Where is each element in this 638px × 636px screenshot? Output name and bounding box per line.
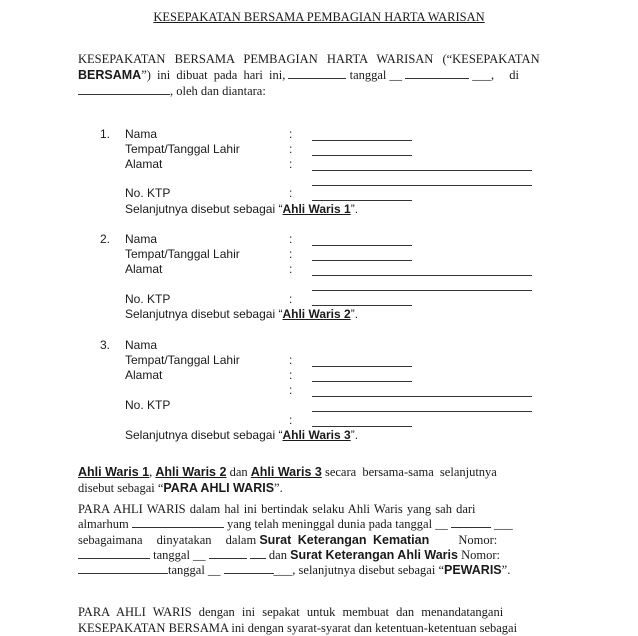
label-ktp: No. KTP bbox=[125, 186, 171, 200]
label-alamat: Alamat bbox=[125, 157, 163, 171]
pewaris-text-2: almarhum bbox=[78, 517, 129, 531]
intro-line-2 bbox=[78, 68, 562, 83]
alias-name: Ahli Waris 3 bbox=[282, 428, 351, 442]
closing-line-1 bbox=[78, 605, 562, 620]
closing-text-2: KESEPAKATAN BERSAMA ini dengan syarat-syarat dan ketentuan-ketentuan sebagai bbox=[78, 621, 518, 635]
party-alias-line bbox=[125, 307, 358, 321]
label-ktp: No. KTP bbox=[125, 292, 171, 306]
pewaris-text-3: yang telah meninggal dunia pada tanggal __ bbox=[226, 517, 448, 531]
alias-prefix: Selanjutnya disebut sebagai “ bbox=[125, 202, 283, 216]
para-text-3: ”. bbox=[274, 481, 283, 495]
pewaris-text-8: dan bbox=[268, 548, 287, 562]
alias-ref-3: Ahli Waris 3 bbox=[250, 465, 322, 479]
alias-ref-2: Ahli Waris 2 bbox=[155, 465, 227, 479]
para-text-1: secara bersama-sama selanjutnya bbox=[324, 465, 497, 479]
closing-line-2 bbox=[78, 621, 562, 636]
field-alamat-2[interactable] bbox=[312, 411, 532, 412]
intro-blank-place[interactable] bbox=[78, 84, 170, 95]
intro-text-4: ___, di bbox=[472, 68, 519, 82]
pewaris-line-4 bbox=[78, 548, 562, 563]
party-number: 1. bbox=[100, 127, 111, 141]
intro-blank-day[interactable] bbox=[288, 68, 346, 79]
field-alamat-2[interactable] bbox=[312, 290, 532, 291]
alias-suffix: ”. bbox=[350, 428, 359, 442]
field-ktp[interactable] bbox=[312, 426, 412, 427]
field-alamat-2[interactable] bbox=[312, 185, 532, 186]
field-nama[interactable] bbox=[312, 366, 412, 367]
alias-ref-1: Ahli Waris 1 bbox=[78, 465, 150, 479]
field-nama[interactable] bbox=[312, 140, 412, 141]
alias-suffix: ”. bbox=[350, 307, 359, 321]
pewaris-line-1 bbox=[78, 502, 562, 517]
pewaris-bold-ket-kematian: Surat Keterangan Kematian bbox=[259, 533, 430, 547]
label-nama: Nama bbox=[125, 338, 158, 352]
field-alamat-1[interactable] bbox=[312, 275, 532, 276]
colon: : bbox=[289, 186, 293, 200]
pewaris-text-12: ”. bbox=[501, 563, 511, 577]
pewaris-text-7: tanggal __ bbox=[153, 548, 206, 562]
colon: : bbox=[289, 368, 293, 382]
pewaris-text-4: ___ bbox=[493, 517, 513, 531]
intro-blank-date[interactable] bbox=[405, 68, 469, 79]
label-ttl: Tempat/Tanggal Lahir bbox=[125, 247, 240, 261]
colon: : bbox=[289, 353, 293, 367]
colon: : bbox=[289, 413, 293, 427]
pewaris-line-5 bbox=[78, 563, 562, 578]
label-alamat: Alamat bbox=[125, 368, 163, 382]
field-tanggal-ahli-waris[interactable] bbox=[224, 563, 274, 574]
field-nama[interactable] bbox=[312, 245, 412, 246]
party-alias-line bbox=[125, 202, 358, 216]
field-tanggal-kematian[interactable] bbox=[209, 548, 247, 559]
field-ktp[interactable] bbox=[312, 305, 412, 306]
intro-text-2: ”) ini dibuat pada hari ini, bbox=[141, 68, 286, 82]
pewaris-text-1: PARA AHLI WARIS dalam hal ini bertindak selaku Ahli Waris yang sah dari bbox=[78, 502, 476, 516]
label-ttl: Tempat/Tanggal Lahir bbox=[125, 142, 240, 156]
field-ktp[interactable] bbox=[312, 200, 412, 201]
alias-suffix: ”. bbox=[350, 202, 359, 216]
closing-text-1: PARA AHLI WARIS dengan ini sepakat untuk membuat dan menandatangani bbox=[78, 605, 504, 619]
alias-name: Ahli Waris 2 bbox=[282, 307, 351, 321]
colon: : bbox=[289, 232, 293, 246]
field-ttl[interactable] bbox=[312, 155, 412, 156]
pewaris-bold-ket-ahli-waris: Surat Keterangan Ahli Waris bbox=[290, 548, 458, 562]
text-dan: dan bbox=[229, 465, 248, 479]
label-ktp: No. KTP bbox=[125, 398, 171, 412]
party-alias-line bbox=[125, 428, 358, 442]
pewaris-text-6: Nomor: bbox=[458, 533, 498, 547]
pewaris-text-5: sebagaimana dinyatakan dalam bbox=[78, 533, 257, 547]
field-nomor-ahli-waris[interactable] bbox=[78, 563, 168, 574]
field-nomor-kematian[interactable] bbox=[78, 548, 150, 559]
pewaris-line-2 bbox=[78, 517, 562, 532]
pewaris-text-11: ___, selanjutnya disebut sebagai “ bbox=[273, 563, 444, 577]
document-title: KESEPAKATAN BERSAMA PEMBAGIAN HARTA WARISAN bbox=[153, 10, 485, 24]
pewaris-text-10: tanggal __ bbox=[168, 563, 221, 577]
field-alamat-1[interactable] bbox=[312, 170, 532, 171]
para-line-2 bbox=[78, 481, 562, 496]
colon: : bbox=[289, 247, 293, 261]
intro-text-5: , oleh dan diantara: bbox=[170, 84, 266, 98]
alias-name: Ahli Waris 1 bbox=[282, 202, 351, 216]
label-nama: Nama bbox=[125, 127, 158, 141]
label-nama: Nama bbox=[125, 232, 158, 246]
para-bold-para-ahli-waris: PARA AHLI WARIS bbox=[163, 481, 275, 495]
para-text-2: disebut sebagai “ bbox=[78, 481, 164, 495]
intro-line-3 bbox=[78, 84, 562, 99]
intro-line-1 bbox=[78, 52, 562, 67]
colon: : bbox=[289, 157, 293, 171]
field-ttl[interactable] bbox=[312, 260, 412, 261]
field-tanggal-meninggal[interactable] bbox=[451, 517, 491, 528]
colon: : bbox=[289, 127, 293, 141]
intro-bold-bersama: BERSAMA bbox=[78, 68, 142, 82]
field-ttl[interactable] bbox=[312, 381, 412, 382]
party-number: 3. bbox=[100, 338, 111, 352]
field-tahun-kematian[interactable] bbox=[250, 548, 266, 559]
separator: , bbox=[149, 465, 153, 479]
party-number: 2. bbox=[100, 232, 111, 246]
colon: : bbox=[289, 292, 293, 306]
pewaris-bold-pewaris: PEWARIS bbox=[444, 563, 502, 577]
pewaris-text-9: Nomor: bbox=[461, 548, 500, 562]
colon: : bbox=[289, 383, 293, 397]
label-ttl: Tempat/Tanggal Lahir bbox=[125, 353, 240, 367]
intro-text-3: tanggal __ bbox=[349, 68, 403, 82]
para-line-1 bbox=[78, 465, 562, 480]
alias-prefix: Selanjutnya disebut sebagai “ bbox=[125, 307, 283, 321]
label-alamat: Alamat bbox=[125, 262, 163, 276]
field-alamat-1[interactable] bbox=[312, 396, 532, 397]
colon: : bbox=[289, 262, 293, 276]
intro-text-1: KESEPAKATAN BERSAMA PEMBAGIAN HARTA WARISAN (“KESEPAKATAN bbox=[78, 52, 540, 66]
field-almarhum[interactable] bbox=[132, 517, 224, 528]
alias-prefix: Selanjutnya disebut sebagai “ bbox=[125, 428, 283, 442]
colon: : bbox=[289, 142, 293, 156]
pewaris-line-3 bbox=[78, 533, 562, 548]
